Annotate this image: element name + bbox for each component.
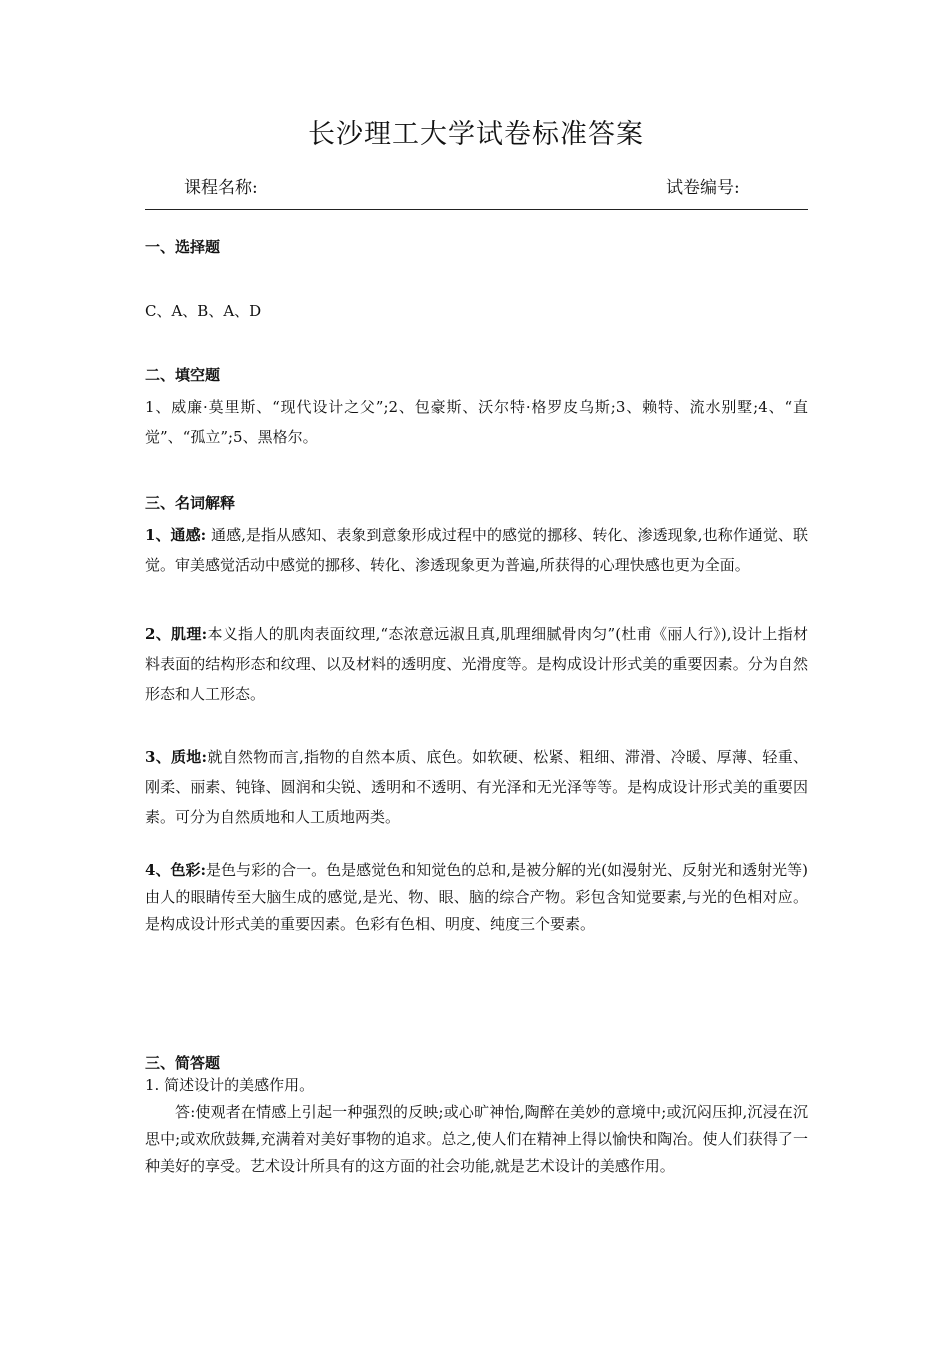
section-heading-terms: 三、名词解释	[145, 494, 236, 512]
term-definition: 通感,是指从感知、表象到意象形成过程中的感觉的挪移、转化、渗透现象,也称作通觉、联觉。审美感觉活动中感觉的挪移、转化、渗透现象更为普遍,所获得的心理快感也更为全面。	[145, 526, 808, 574]
page-title: 长沙理工大学试卷标准答案	[308, 119, 644, 150]
paper-number-label: 试卷编号:	[666, 178, 740, 198]
choice-answers: C、A、B、A、D	[145, 302, 262, 320]
term-label: 1、通感:	[145, 526, 207, 544]
term-label: 3、质地:	[145, 748, 208, 766]
course-name-label: 课程名称:	[184, 178, 258, 198]
section-heading-short-answer: 三、简答题	[145, 1054, 221, 1072]
short-answer-text: 答:使观者在情感上引起一种强烈的反映;或心旷神怡,陶醉在美妙的意境中;或沉闷压抑,沉浸在沉思中;或欢欣鼓舞,充满着对美好事物的追求。总之,使人们在精神上得以愉快和陶冶。使人们获得了一种美好的享受。艺术设计所具有的这方面的社会功能,就是艺术设计的美感作用。	[145, 1103, 808, 1175]
header-divider	[145, 209, 808, 210]
section-heading-choice: 一、选择题	[145, 238, 221, 256]
fill-blank-answers: 1、威廉·莫里斯、“现代设计之父”;2、包豪斯、沃尔特·格罗皮乌斯;3、赖特、流水别墅;4、“直觉”、“孤立”;5、黑格尔。	[145, 398, 808, 446]
term-label: 2、肌理:	[145, 625, 208, 643]
term-item	[145, 742, 808, 832]
term-item	[145, 619, 808, 709]
term-definition: 就自然物而言,指物的自然本质、底色。如软硬、松紧、粗细、滞滑、冷暖、厚薄、轻重、刚柔、丽素、钝锋、圆润和尖锐、透明和不透明、有光泽和无光泽等等。是构成设计形式美的重要因素。可分为自然质地和人工质地两类。	[145, 748, 808, 826]
term-item	[145, 520, 808, 580]
short-answer-question: 1. 简述设计的美感作用。	[145, 1076, 315, 1094]
term-label: 4、色彩:	[145, 861, 207, 879]
term-definition: 本义指人的肌肉表面纹理,“态浓意远淑且真,肌理细腻骨肉匀”(杜甫《丽人行》),设计上指材料表面的结构形态和纹理、以及材料的透明度、光滑度等。是构成设计形式美的重要因素。分为自然形态和人工形态。	[145, 625, 808, 703]
section-heading-fill-blank: 二、填空题	[145, 366, 221, 384]
term-item	[145, 857, 808, 938]
term-definition: 是色与彩的合一。色是感觉色和知觉色的总和,是被分解的光(如漫射光、反射光和透射光等)由人的眼睛传至大脑生成的感觉,是光、物、眼、脑的综合产物。彩包含知觉要素,与光的色相对应。是构成设计形式美的重要因素。色彩有色相、明度、纯度三个要素。	[145, 861, 808, 933]
